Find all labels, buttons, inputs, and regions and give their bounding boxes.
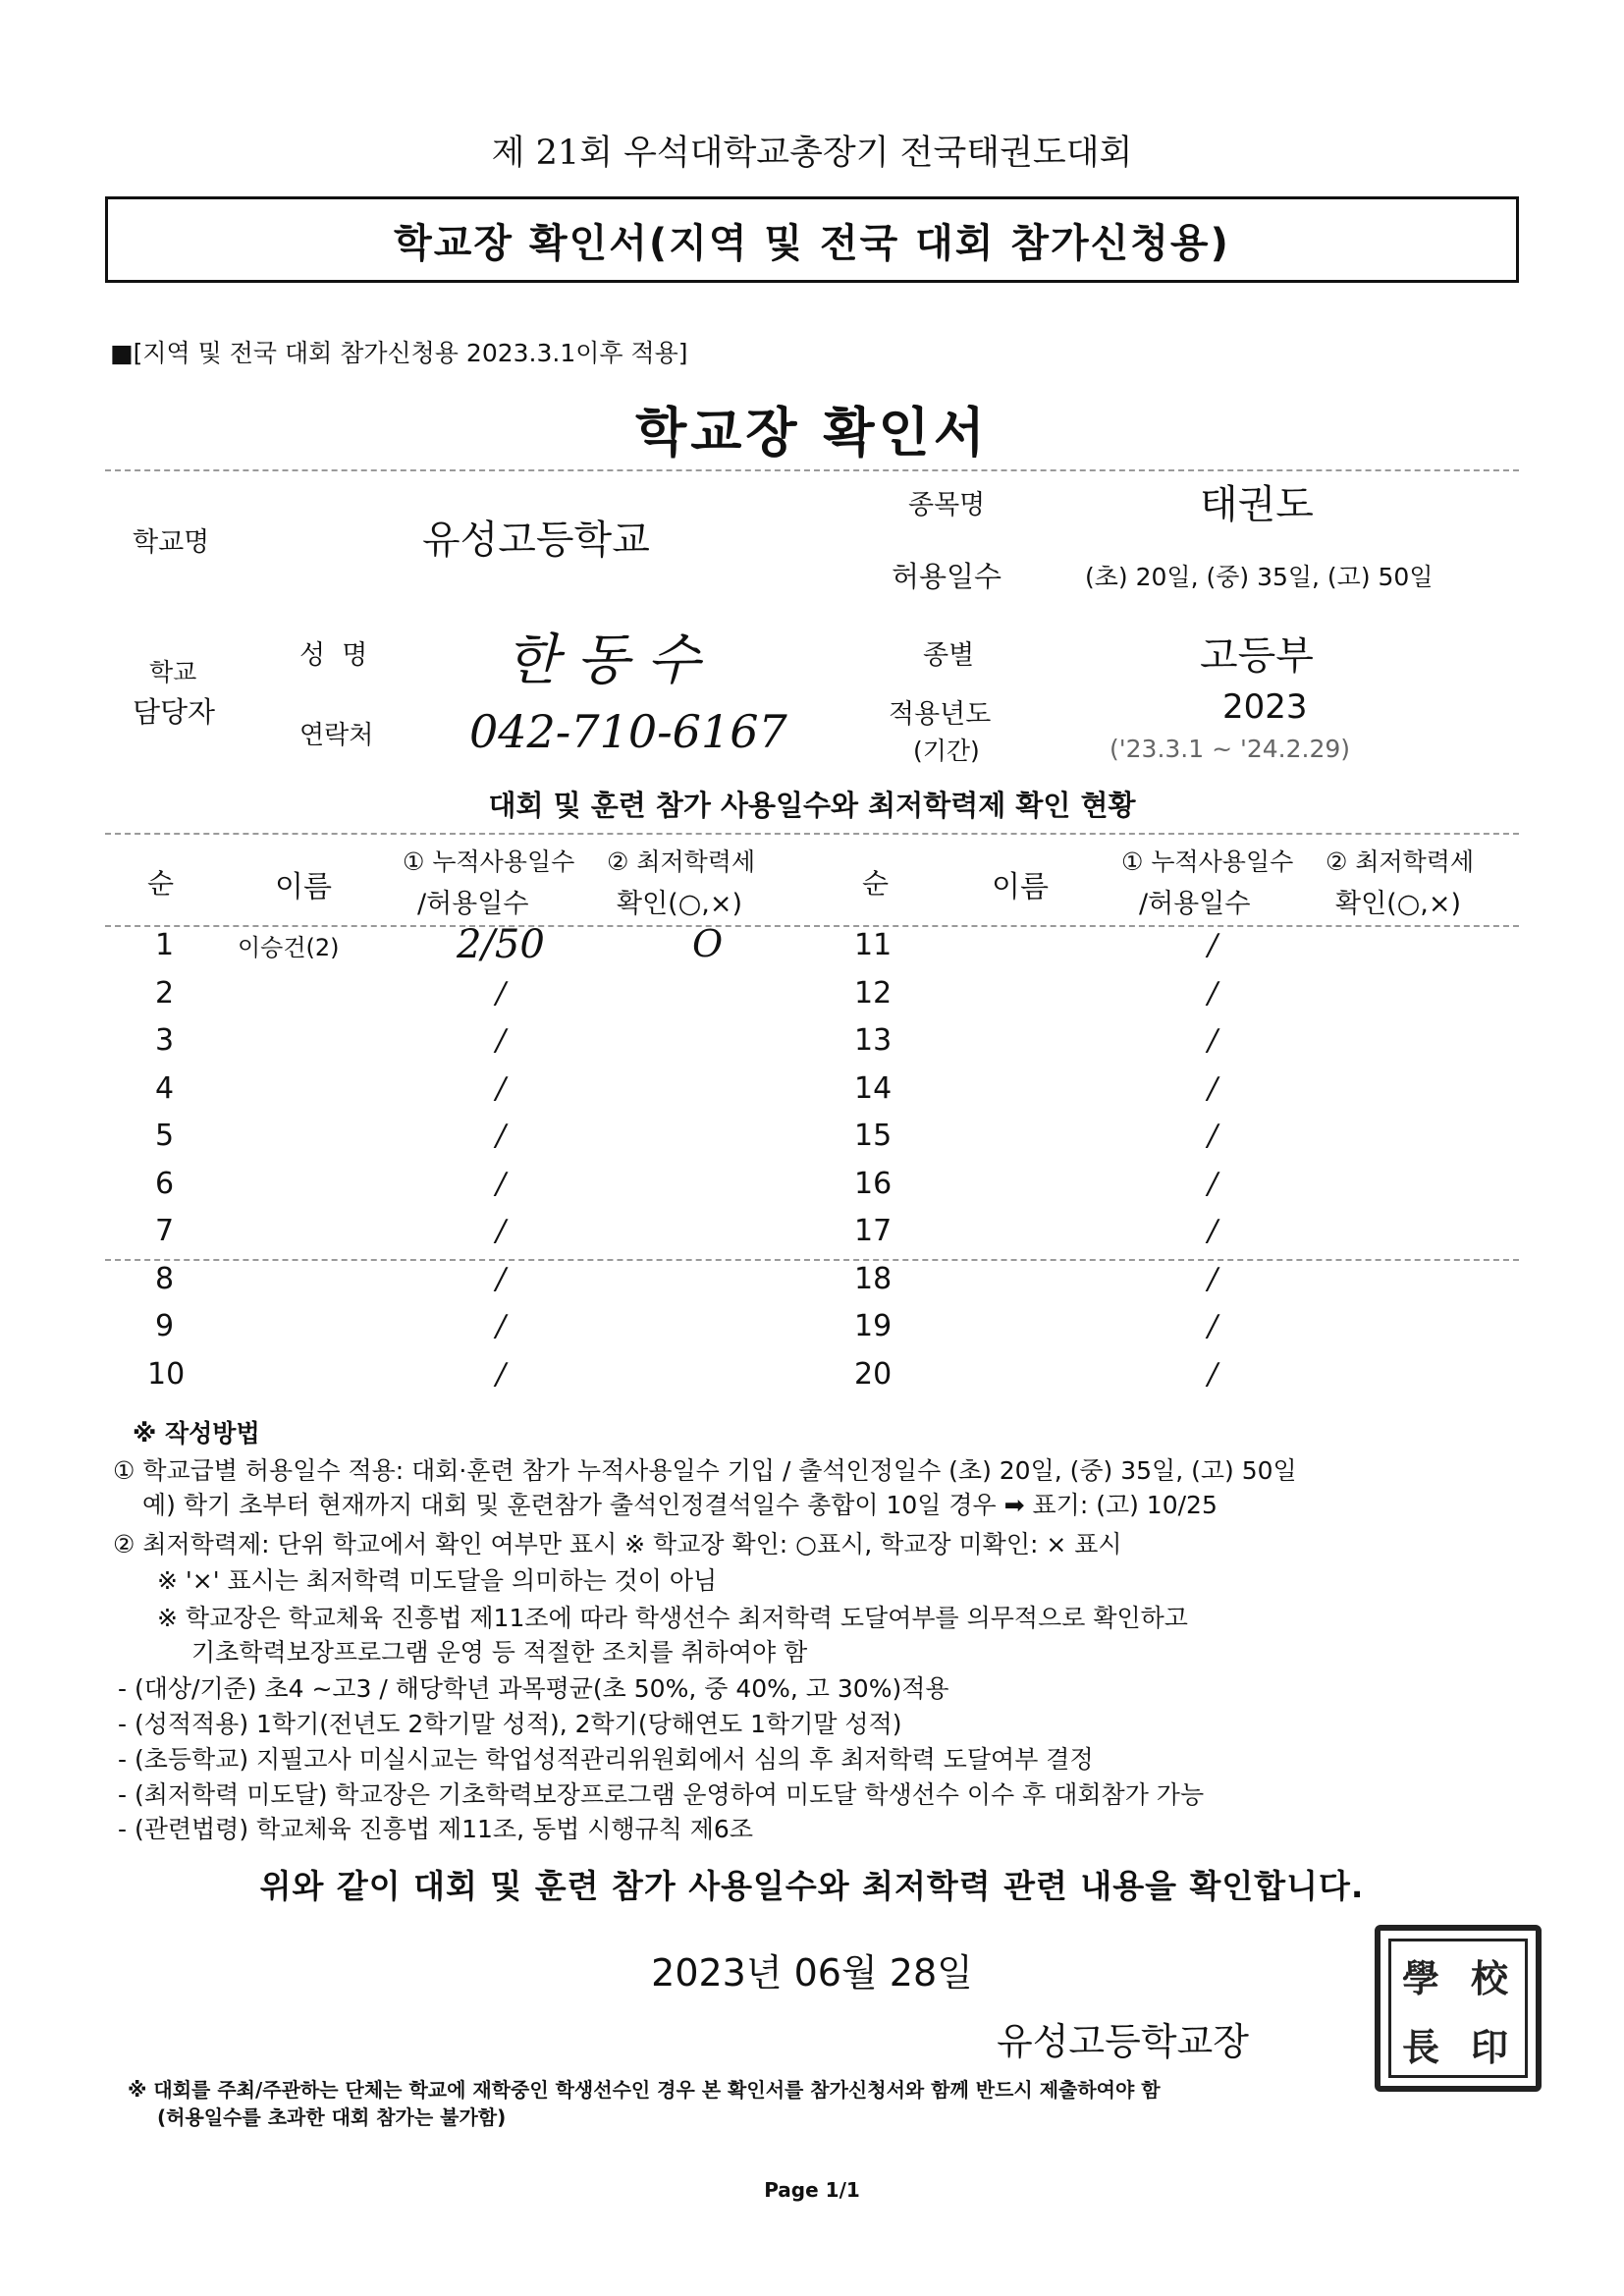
row-days: /	[1208, 1119, 1218, 1153]
row-days: /	[496, 1023, 507, 1058]
manager-label-1: 학교	[149, 658, 197, 686]
row-days: /	[1208, 1261, 1218, 1296]
row-number: 12	[854, 975, 893, 1011]
col-no: 순	[147, 867, 175, 900]
row-days: /	[1208, 1309, 1218, 1343]
row-days: /	[496, 1356, 507, 1392]
row-number: 1	[155, 928, 175, 962]
detail-2: - (성적적용) 1학기(전년도 2학기말 성적), 2학기(당해연도 1학기말 성적)	[118, 1710, 902, 1738]
footer-note-1: ※ 대회를 주최/주관하는 단체는 학교에 재학중인 학생선수인 경우 본 확인서를 참가신청서와 함께 반드시 제출하여야 함	[128, 2078, 1161, 2102]
applicable-note: ■[지역 및 전국 대회 참가신청용 2023.3.1이후 적용]	[110, 339, 688, 367]
row-days: /	[1208, 1070, 1218, 1106]
col-no: 순	[862, 867, 890, 900]
divider	[105, 469, 1519, 471]
row-number: 7	[155, 1214, 175, 1248]
allowed-days-label: 허용일수	[892, 560, 1002, 593]
col-name: 이름	[275, 870, 332, 904]
row-days: /	[1208, 1356, 1218, 1392]
row-number: 3	[155, 1023, 175, 1058]
col-academic-2: 확인(○,×)	[1335, 889, 1461, 919]
row-name: 이승건(2)	[238, 934, 340, 961]
year-sub-label: (기간)	[913, 737, 980, 765]
notes-heading: ※ 작성방법	[133, 1419, 260, 1448]
row-days: 2/50	[457, 922, 545, 967]
col-days-2: /허용일수	[417, 889, 529, 919]
col-academic-1: ② 최저학력세	[1326, 847, 1475, 876]
divider	[105, 925, 1519, 927]
detail-4: - (최저학력 미도달) 학교장은 기초학력보장프로그램 운영하여 미도달 학생선수 이수 후 대회참가 가능	[118, 1780, 1205, 1809]
document-title: 학교장 확인서(지역 및 전국 대회 참가신청용)	[394, 220, 1230, 266]
col-academic-2: 확인(○,×)	[617, 889, 742, 919]
school-label: 학교명	[133, 527, 210, 558]
main-title: 학교장 확인서	[635, 402, 989, 464]
row-days: /	[1208, 975, 1218, 1011]
table-caption: 대회 및 훈련 참가 사용일수와 최저학력제 확인 현황	[488, 789, 1136, 822]
row-number: 2	[155, 975, 175, 1011]
row-days: /	[496, 1119, 507, 1153]
row-days: /	[496, 975, 507, 1011]
detail-1: - (대상/기준) 초4 ~고3 / 해당학년 과목평균(초 50%, 중 40%, 고 30%)적용	[118, 1674, 949, 1703]
col-days-1: ① 누적사용일수	[403, 847, 575, 876]
row-days: /	[496, 1166, 507, 1201]
row-days: /	[1208, 928, 1218, 962]
confirm-text: 위와 같이 대회 및 훈련 참가 사용일수와 최저학력 관련 내용을 확인합니다.	[259, 1867, 1365, 1905]
row-academic: O	[692, 922, 724, 965]
note-2c: 기초학력보장프로그램 운영 등 적절한 조치를 취하여야 함	[191, 1638, 808, 1667]
note-2: ② 최저학력제: 단위 학교에서 확인 여부만 표시 ※ 학교장 확인: ○표시, 학교장 미확인: × 표시	[113, 1530, 1122, 1558]
contact-value: 042-710-6167	[469, 705, 787, 758]
name-value: 한 동 수	[506, 629, 700, 692]
note-1: ① 학교급별 허용일수 적용: 대회·훈련 참가 누적사용일수 기입 / 출석인정일수 (초) 20일, (중) 35일, (고) 50일	[113, 1456, 1297, 1485]
row-number: 17	[854, 1214, 893, 1248]
allowed-days-value: (초) 20일, (중) 35일, (고) 50일	[1085, 563, 1434, 591]
note-2a: ※ '×' 표시는 최저학력 미도달을 의미하는 것이 아님	[157, 1566, 718, 1595]
footer-note-2: (허용일수를 초과한 대회 참가는 불가함)	[157, 2105, 507, 2129]
row-number: 14	[854, 1070, 893, 1106]
document-title-box	[105, 196, 1519, 283]
col-academic-1: ② 최저학력세	[607, 847, 756, 876]
division-label: 종별	[923, 640, 975, 671]
row-days: /	[1208, 1023, 1218, 1058]
row-days: /	[496, 1070, 507, 1106]
row-number: 20	[854, 1356, 893, 1392]
row-number: 6	[155, 1166, 175, 1201]
row-number: 4	[155, 1070, 175, 1106]
row-number: 9	[155, 1309, 175, 1343]
row-days: /	[1208, 1214, 1218, 1248]
col-name: 이름	[992, 870, 1049, 904]
name-label: 성 명	[299, 640, 368, 671]
row-days: /	[496, 1309, 507, 1343]
row-number: 15	[854, 1119, 893, 1153]
school-value: 유성고등학교	[422, 518, 650, 563]
row-number: 16	[854, 1166, 893, 1201]
divider	[105, 1259, 1519, 1261]
event-title: 제 21회 우석대학교총장기 전국태권도대회	[491, 134, 1133, 173]
page-number: Page 1/1	[764, 2178, 860, 2202]
row-days: /	[496, 1261, 507, 1296]
issue-date: 2023년 06월 28일	[651, 1951, 973, 1995]
sport-value: 태권도	[1200, 482, 1314, 527]
year-value: 2023	[1222, 687, 1308, 727]
principal-name: 유성고등학교장	[997, 2020, 1249, 2063]
row-number: 8	[155, 1261, 175, 1296]
row-days: /	[496, 1214, 507, 1248]
row-number: 19	[854, 1309, 893, 1343]
note-1b: 예) 학기 초부터 현재까지 대회 및 훈련참가 출석인정결석일수 총합이 10일 경우 ➡ 표기: (고) 10/25	[142, 1491, 1218, 1519]
row-number: 11	[854, 928, 893, 962]
official-seal-icon: 學 校 長 印	[1375, 1925, 1542, 2092]
col-days-1: ① 누적사용일수	[1121, 847, 1294, 876]
row-number: 13	[854, 1023, 893, 1058]
period-value: ('23.3.1 ~ '24.2.29)	[1110, 735, 1351, 763]
year-label: 적용년도	[889, 699, 992, 730]
row-number: 5	[155, 1119, 175, 1153]
manager-label-2: 담당자	[133, 695, 216, 729]
note-2b: ※ 학교장은 학교체육 진흥법 제11조에 따라 학생선수 최저학력 도달여부를 의무적으로 확인하고	[157, 1604, 1188, 1632]
col-days-2: /허용일수	[1139, 889, 1251, 919]
row-days: /	[1208, 1166, 1218, 1201]
row-number: 10	[147, 1356, 186, 1392]
detail-3: - (초등학교) 지필고사 미실시교는 학업성적관리위원회에서 심의 후 최저학력 도달여부 결정	[118, 1745, 1094, 1774]
detail-5: - (관련법령) 학교체육 진흥법 제11조, 동법 시행규칙 제6조	[118, 1815, 753, 1843]
division-value: 고등부	[1200, 633, 1314, 679]
divider	[105, 833, 1519, 835]
contact-label: 연락처	[299, 721, 374, 750]
row-number: 18	[854, 1261, 893, 1296]
sport-label: 종목명	[908, 490, 986, 520]
